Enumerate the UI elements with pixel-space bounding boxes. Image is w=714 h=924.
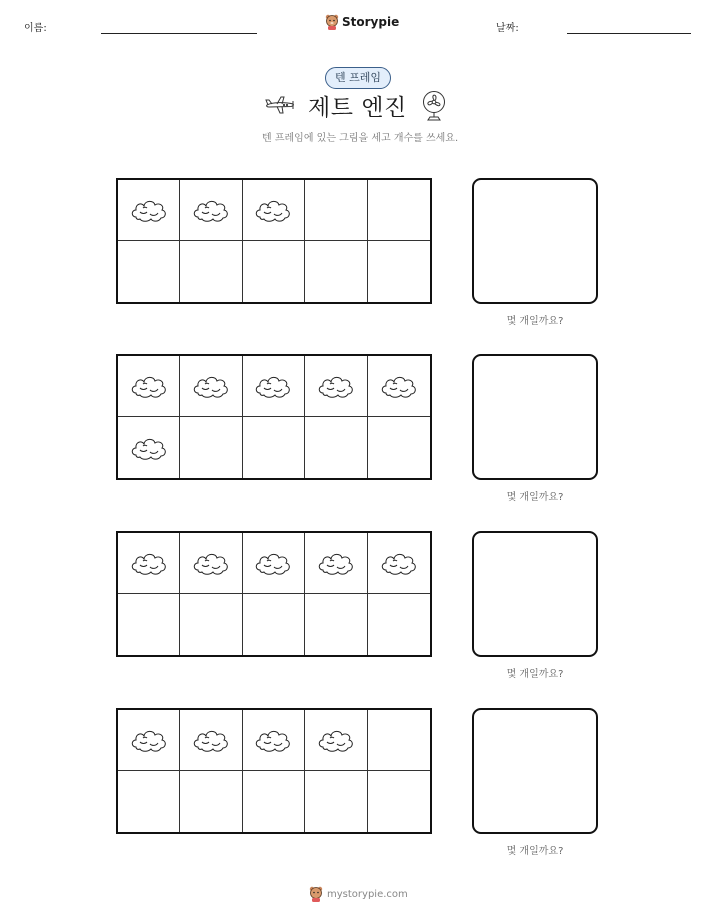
cloud-icon xyxy=(129,195,169,225)
cloud-icon xyxy=(129,548,169,578)
ten-frame-cell-empty xyxy=(118,771,180,832)
ten-frame-cell-filled xyxy=(118,710,180,771)
ten-frame xyxy=(116,178,432,304)
ten-frame-cell-empty xyxy=(305,241,367,302)
answer-box[interactable] xyxy=(472,354,598,480)
cloud-icon xyxy=(129,433,169,463)
ten-frame-cell-filled xyxy=(243,533,305,594)
instructions: 텐 프레임에 있는 그림을 세고 개수를 쓰세요. xyxy=(262,133,459,144)
ten-frame-cell-empty xyxy=(305,417,367,478)
ten-frame-cell-filled xyxy=(118,180,180,241)
ten-frame xyxy=(116,531,432,657)
ten-frame-cell-filled xyxy=(243,356,305,417)
cloud-icon xyxy=(253,195,293,225)
ten-frame-cell-filled xyxy=(305,356,367,417)
answer-box[interactable] xyxy=(472,531,598,657)
fan-icon xyxy=(420,90,448,122)
ten-frame-cell-empty xyxy=(243,417,305,478)
ten-frame-cell-empty xyxy=(118,241,180,302)
ten-frame-cell-filled xyxy=(118,417,180,478)
answer-box[interactable] xyxy=(472,708,598,834)
footer-url[interactable]: mystorypie.com xyxy=(327,888,408,900)
ten-frame-cell-filled xyxy=(118,356,180,417)
ten-frame-cell-filled xyxy=(180,356,242,417)
airplane-icon xyxy=(264,94,296,116)
cloud-icon xyxy=(253,371,293,401)
ten-frame-cell-filled xyxy=(368,356,430,417)
date-line[interactable] xyxy=(567,33,691,34)
footer xyxy=(309,886,408,902)
ten-frame-cell-filled xyxy=(305,710,367,771)
cloud-icon xyxy=(191,371,231,401)
brand-name: Storypie xyxy=(342,15,400,29)
ten-frame-cell-filled xyxy=(180,180,242,241)
ten-frame-cell-empty xyxy=(368,710,430,771)
cloud-icon xyxy=(316,371,356,401)
ten-frame-cell-filled xyxy=(243,710,305,771)
ten-frame-cell-filled xyxy=(180,710,242,771)
name-line[interactable] xyxy=(101,33,257,34)
ten-frame-cell-empty xyxy=(368,417,430,478)
ten-frame-cell-empty xyxy=(305,771,367,832)
cloud-icon xyxy=(316,548,356,578)
cloud-icon xyxy=(129,725,169,755)
cloud-icon xyxy=(253,725,293,755)
ten-frame-cell-empty xyxy=(180,771,242,832)
ten-frame-cell-empty xyxy=(243,594,305,655)
ten-frame-cell-filled xyxy=(180,533,242,594)
date-label: 날짜: xyxy=(496,23,519,34)
topic-badge: 텐 프레임 xyxy=(325,67,391,89)
cloud-icon xyxy=(191,195,231,225)
ten-frame xyxy=(116,708,432,834)
cloud-icon xyxy=(316,725,356,755)
bear-mascot-icon xyxy=(325,14,339,30)
brand-logo xyxy=(325,14,399,30)
answer-prompt: 몇 개일까요? xyxy=(506,492,564,503)
ten-frame-cell-filled xyxy=(305,533,367,594)
ten-frame-cell-empty xyxy=(180,594,242,655)
cloud-icon xyxy=(191,725,231,755)
answer-prompt: 몇 개일까요? xyxy=(506,669,564,680)
answer-prompt: 몇 개일까요? xyxy=(506,846,564,857)
ten-frame-cell-empty xyxy=(305,594,367,655)
ten-frame-cell-filled xyxy=(118,533,180,594)
cloud-icon xyxy=(379,548,419,578)
bear-mascot-icon xyxy=(309,886,323,902)
ten-frame-cell-empty xyxy=(243,241,305,302)
ten-frame-cell-empty xyxy=(368,180,430,241)
cloud-icon xyxy=(253,548,293,578)
cloud-icon xyxy=(129,371,169,401)
ten-frame-cell-empty xyxy=(243,771,305,832)
ten-frame-cell-empty xyxy=(118,594,180,655)
ten-frame-cell-empty xyxy=(180,417,242,478)
ten-frame-cell-filled xyxy=(243,180,305,241)
ten-frame-cell-empty xyxy=(305,180,367,241)
ten-frame-cell-empty xyxy=(368,594,430,655)
ten-frame xyxy=(116,354,432,480)
name-label: 이름: xyxy=(24,23,47,34)
answer-prompt: 몇 개일까요? xyxy=(506,316,564,327)
ten-frame-cell-empty xyxy=(180,241,242,302)
ten-frame-cell-filled xyxy=(368,533,430,594)
cloud-icon xyxy=(379,371,419,401)
ten-frame-cell-empty xyxy=(368,771,430,832)
page-title: 제트 엔진 xyxy=(308,95,407,121)
answer-box[interactable] xyxy=(472,178,598,304)
ten-frame-cell-empty xyxy=(368,241,430,302)
cloud-icon xyxy=(191,548,231,578)
